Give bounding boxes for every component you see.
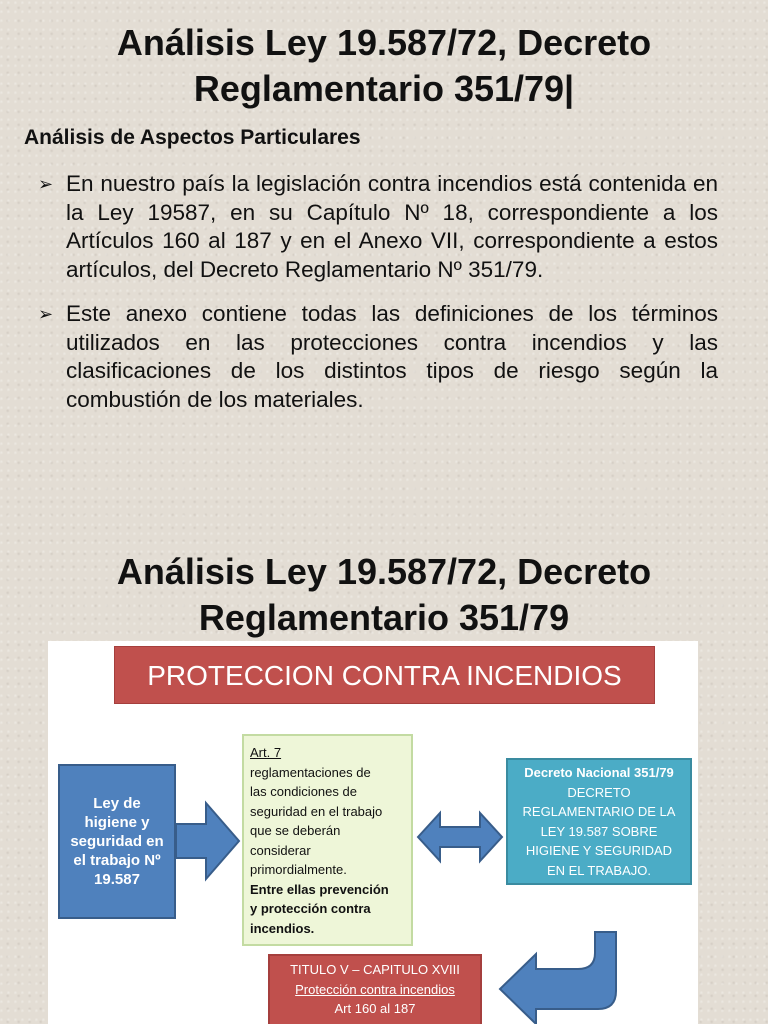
titulo-line2: Protección contra incendios [295,981,455,997]
ley-line: 19.587 [94,871,140,888]
slide2-title-line2: Reglamentario 351/79 [198,597,570,638]
right-arrow-icon [176,803,239,879]
bullet-text: En nuestro país la legislación contra incendios está contenida en la Ley 19587, en su Capítulo Nº 18, correspondiente a los Artículos 160 al 187 y en el Anexo VII, correspondiente a estos artículos, del Decreto Reglamentario Nº 351/79. [66,171,718,282]
art7-line: seguridad en el trabajo [250,803,383,819]
slide1-title-line2: Reglamentario 351/79| [193,68,575,109]
arrow-bullet-icon: ➢ [38,174,54,194]
slide1-title [0,20,768,112]
decreto-line: LEY 19.587 SOBRE [540,823,658,839]
art7-line: primordialmente. [250,862,347,877]
bullet-item [38,300,718,414]
ley-line: el trabajo Nº [73,852,161,869]
decreto-line: DECRETO [567,784,631,800]
ley-line: Ley de [93,795,141,812]
bullet-text: Este anexo contiene todas las definiciones de los términos utilizados en las protecciones contra incendios y las clasificaciones de los distintos tipos de riesgo según la combustión de los materiales. [66,301,718,412]
curved-arrow-icon [500,932,616,1024]
ley-line: higiene y [84,814,150,831]
art7-box [242,734,413,946]
decreto-box [506,758,692,885]
slide1-bullet-list [38,170,718,430]
art7-bold-line: y protección contra [250,901,371,916]
art7-line: que se deberán [250,823,341,838]
art7-bold-line: incendios. [250,920,315,936]
slide1-title-line1: Análisis Ley 19.587/72, Decreto [116,22,652,63]
decreto-line: HIGIENE Y SEGURIDAD [525,843,673,858]
decreto-line: EN EL TRABAJO. [546,862,652,878]
diagram-banner: PROTECCION CONTRA INCENDIOS [114,646,655,704]
titulo-box [268,954,482,1024]
titulo-line1: TITULO V – CAPITULO XVIII [290,962,460,977]
slide1-subtitle: Análisis de Aspectos Particulares [24,126,361,149]
art7-line: reglamentaciones de [250,764,371,780]
bullet-item [38,170,718,284]
protection-diagram [48,641,698,1024]
art7-bold-line: Entre ellas prevención [250,881,389,897]
arrow-bullet-icon: ➢ [38,304,54,324]
slide2-title [0,549,768,641]
titulo-line3: Art 160 al 187 [334,1001,416,1016]
decreto-line: REGLAMENTARIO DE LA [522,804,676,819]
art7-heading: Art. 7 [250,745,282,760]
ley-line: seguridad en [70,833,164,850]
double-arrow-icon [418,813,502,861]
art7-line: las condiciones de [250,784,357,799]
decreto-heading: Decreto Nacional 351/79 [524,765,674,780]
slide2-title-line1: Análisis Ley 19.587/72, Decreto [116,551,652,592]
art7-line: considerar [250,842,311,858]
ley-box [58,764,176,919]
